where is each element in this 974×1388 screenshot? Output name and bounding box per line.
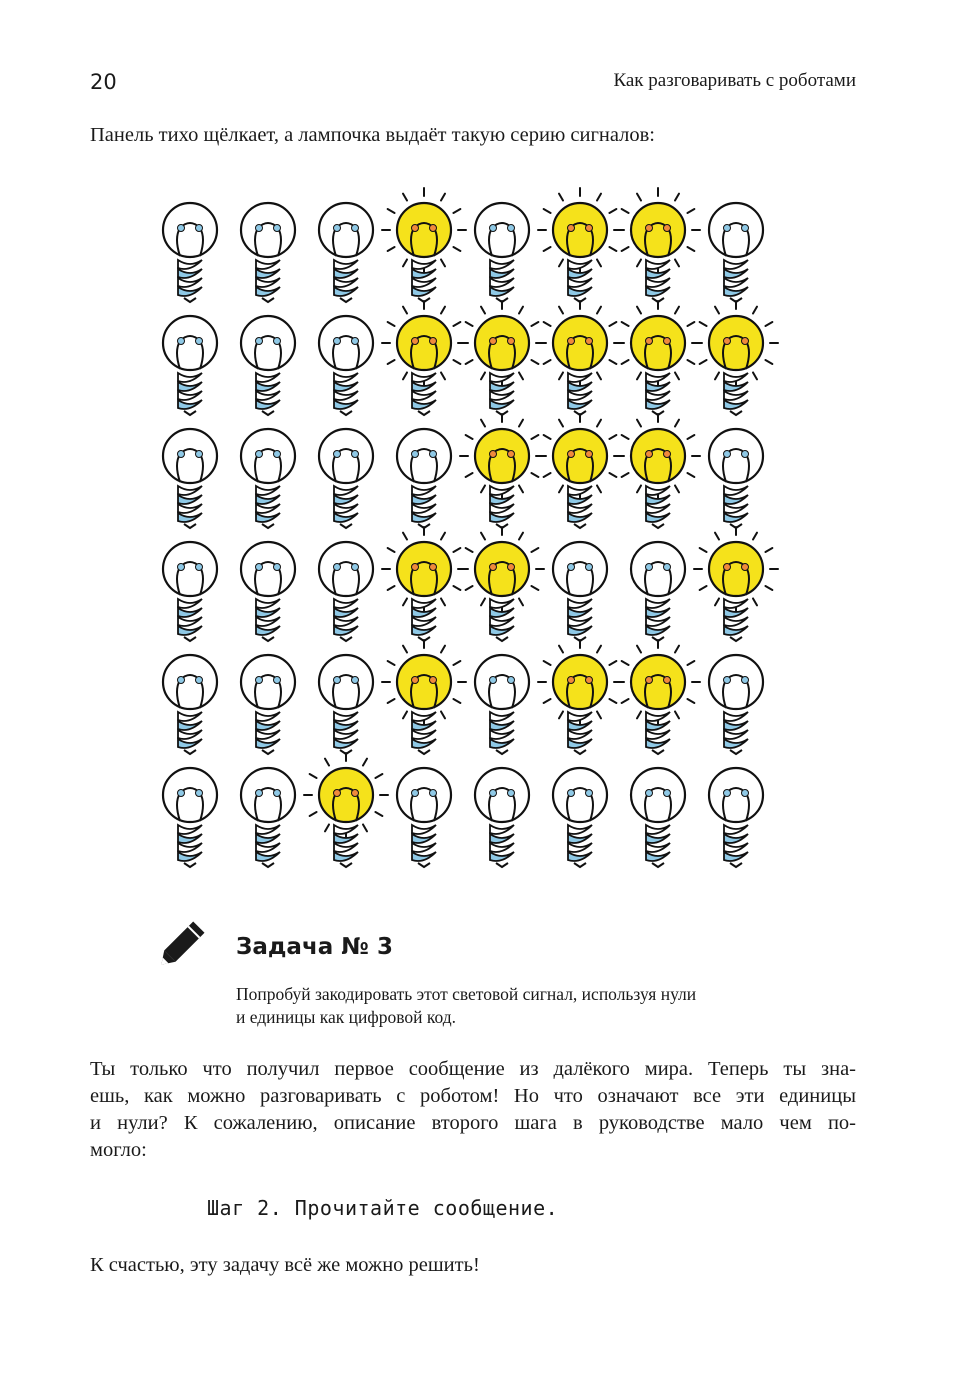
task-text-line: Попробуй закодировать этот световой сигнал, используя нули (236, 984, 697, 1004)
closing-paragraph: К счастью, эту задачу всё же можно решить! (90, 1254, 480, 1276)
bulb-on (382, 301, 466, 415)
code-line: Шаг 2. Прочитайте сообщение. (207, 1196, 559, 1220)
running-title: Как разговаривать с роботами (613, 70, 856, 91)
bulb-on (382, 640, 466, 754)
bulb-off (709, 203, 763, 302)
bulb-off (319, 203, 373, 302)
bulb-off (475, 203, 529, 302)
body-line: Ты только что получил первое сообщение из далёкого мира. Теперь ты зна- (90, 1058, 856, 1080)
bulb-off (319, 542, 373, 641)
bulb-on (538, 414, 622, 528)
bulb-on (382, 188, 466, 302)
bulb-on (538, 640, 622, 754)
bulb-off (319, 655, 373, 754)
body-line: могло: (90, 1139, 147, 1161)
bulb-off (241, 655, 295, 754)
bulb-off (163, 542, 217, 641)
bulb-off (553, 768, 607, 867)
bulb-off (709, 429, 763, 528)
bulb-off (241, 429, 295, 528)
bulb-off (397, 429, 451, 528)
bulb-on (460, 527, 544, 641)
bulb-on (304, 753, 388, 867)
bulb-off (163, 429, 217, 528)
bulb-off (241, 316, 295, 415)
bulb-off (163, 655, 217, 754)
bulb-on (616, 188, 700, 302)
bulb-on (382, 527, 466, 641)
bulb-on (538, 188, 622, 302)
bulb-off (163, 768, 217, 867)
bulb-off (319, 316, 373, 415)
bulb-off (709, 655, 763, 754)
bulb-off (553, 542, 607, 641)
bulb-off (319, 429, 373, 528)
pencil-icon (158, 916, 210, 968)
bulb-on (460, 414, 544, 528)
bulb-off (709, 768, 763, 867)
body-line: и нули? К сожалению, описание второго шага в руководстве мало чем по- (90, 1112, 856, 1134)
task-text-line: и единицы как цифровой код. (236, 1007, 456, 1027)
task-text (236, 983, 806, 1029)
bulb-on (616, 640, 700, 754)
body-line: ешь, как можно разговаривать с роботом! Но что означают все эти единицы (90, 1085, 856, 1107)
bulb-off (241, 203, 295, 302)
bulb-off (241, 768, 295, 867)
bulb-on (616, 414, 700, 528)
bulb-on (460, 301, 544, 415)
bulb-off (631, 768, 685, 867)
bulb-off (475, 655, 529, 754)
page-number: 20 (90, 70, 117, 94)
body-paragraph (90, 1056, 856, 1164)
bulb-on (538, 301, 622, 415)
bulb-off (241, 542, 295, 641)
bulb-off (163, 203, 217, 302)
bulb-on (694, 301, 778, 415)
light-signal-grid (150, 180, 800, 870)
task-title: Задача № 3 (236, 934, 393, 960)
bulb-off (397, 768, 451, 867)
bulb-on (694, 527, 778, 641)
intro-paragraph: Панель тихо щёлкает, а лампочка выдаёт такую серию сигналов: (90, 124, 656, 146)
bulb-on (616, 301, 700, 415)
bulb-off (163, 316, 217, 415)
bulb-off (631, 542, 685, 641)
bulb-off (475, 768, 529, 867)
